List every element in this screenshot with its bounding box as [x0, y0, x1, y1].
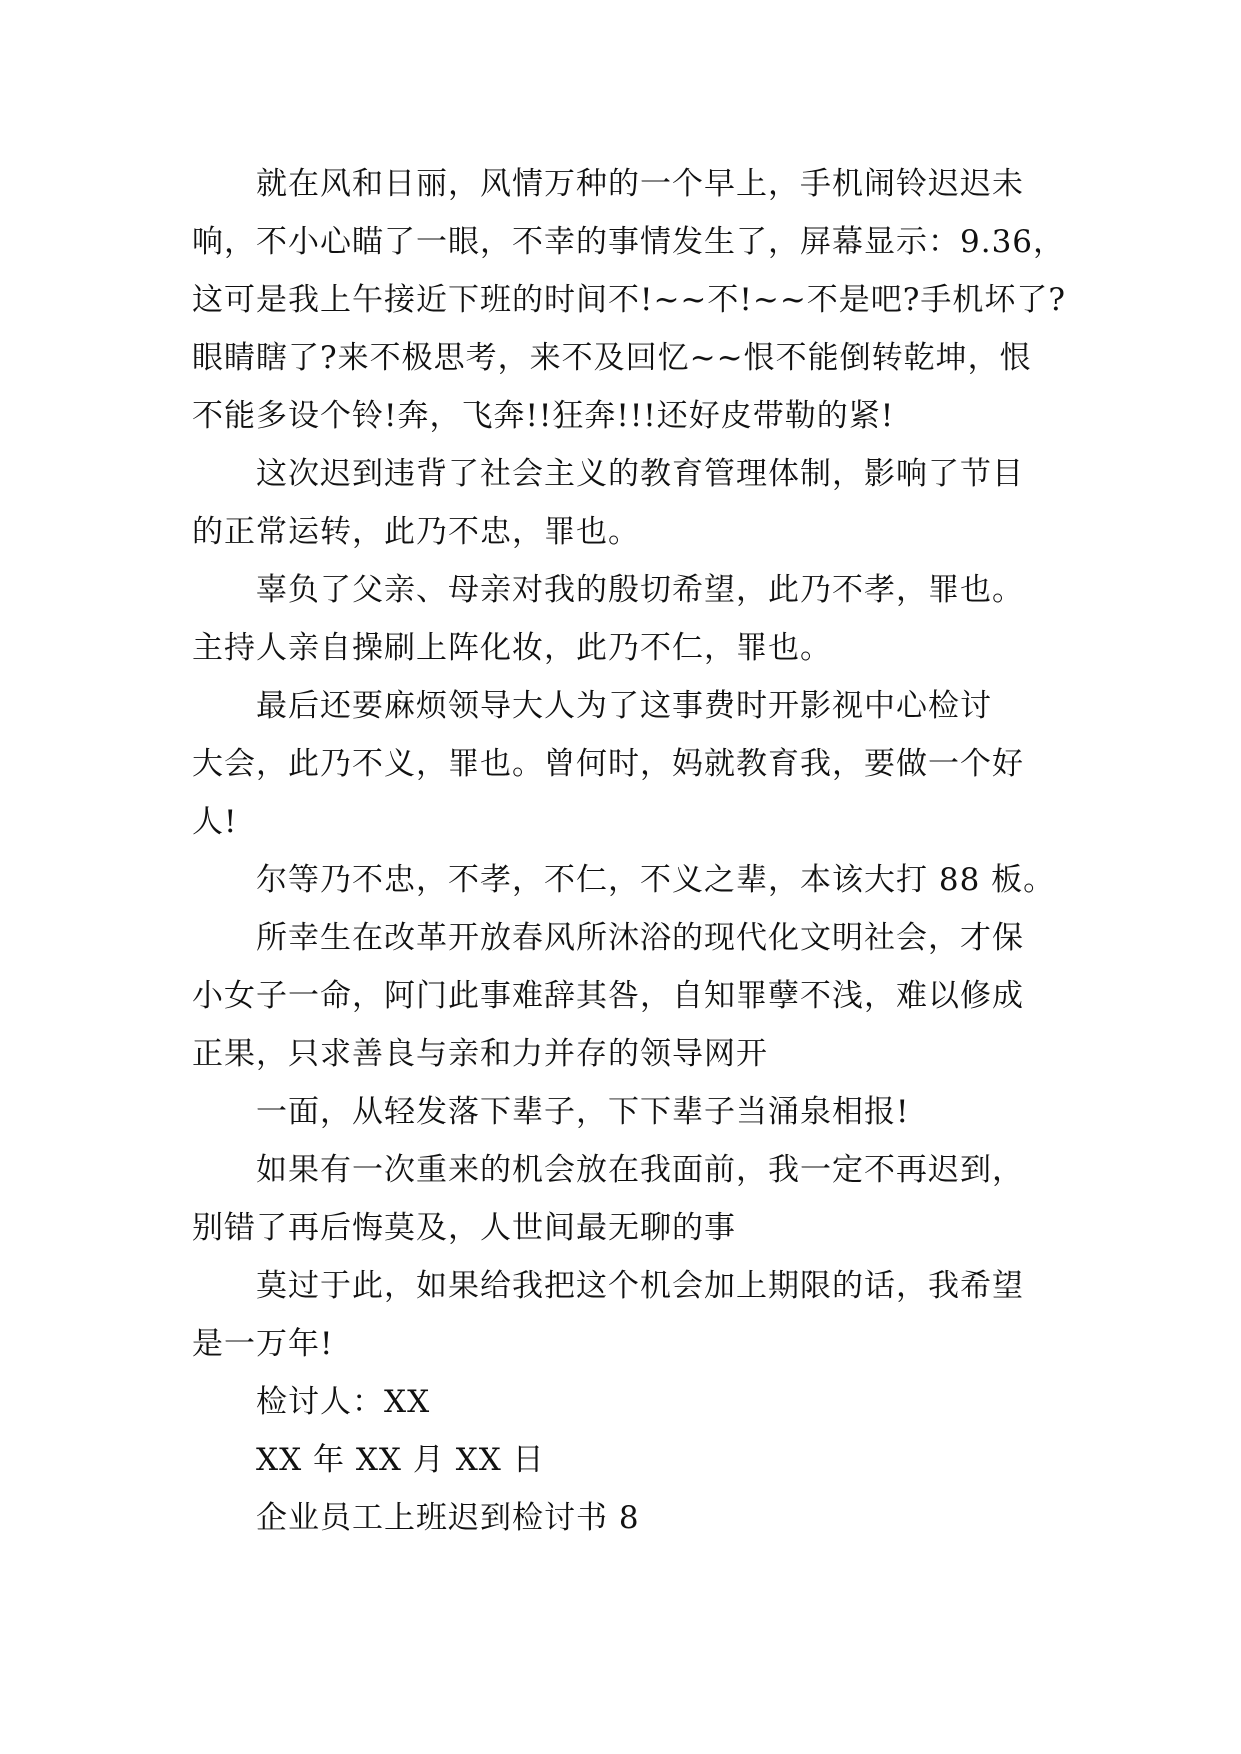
text-line: 最后还要麻烦领导大人为了这事费时开影视中心检讨 [256, 688, 992, 724]
text-line: 的正常运转，此乃不忠，罪也。 [192, 514, 640, 550]
text-line: 主持人亲自操刷上阵化妆，此乃不仁，罪也。 [192, 630, 832, 666]
document-body [192, 155, 1067, 1547]
text-line: 检讨人：XX [256, 1384, 431, 1420]
text-line: 辜负了父亲、母亲对我的殷切希望，此乃不孝，罪也。 [256, 572, 1024, 608]
text-line: 企业员工上班迟到检讨书 8 [256, 1500, 640, 1536]
text-line: 这可是我上午接近下班的时间不!~~不!~~不是吧?手机坏了? [192, 282, 1067, 318]
text-line: 所幸生在改革开放春风所沐浴的现代化文明社会，才保 [256, 920, 1024, 956]
text-line: 一面，从轻发落下辈子，下下辈子当涌泉相报! [256, 1094, 910, 1130]
text-line: 是一万年! [192, 1326, 334, 1362]
text-line: 如果有一次重来的机会放在我面前，我一定不再迟到， [256, 1152, 1024, 1188]
text-line: 小女子一命，阿门此事难辞其咎，自知罪孽不浅，难以修成 [192, 978, 1024, 1014]
text-line: 大会，此乃不义，罪也。曾何时，妈就教育我，要做一个好 [192, 746, 1024, 782]
text-line: 不能多设个铃!奔，飞奔!!狂奔!!!还好皮带勒的紧! [192, 398, 895, 434]
text-line: 尔等乃不忠，不孝，不仁，不义之辈，本该大打 88 板。 [256, 862, 1056, 898]
text-line: 正果，只求善良与亲和力并存的领导网开 [192, 1036, 768, 1072]
text-line: 人! [192, 804, 238, 840]
text-line: 眼睛瞎了?来不极思考，来不及回忆~~恨不能倒转乾坤，恨 [192, 340, 1032, 376]
text-line: 别错了再后悔莫及，人世间最无聊的事 [192, 1210, 736, 1246]
text-line: 莫过于此，如果给我把这个机会加上期限的话，我希望 [256, 1268, 1024, 1304]
text-line: 响，不小心瞄了一眼，不幸的事情发生了，屏幕显示：9.36， [192, 224, 1066, 260]
text-line: 就在风和日丽，风情万种的一个早上，手机闹铃迟迟未 [256, 166, 1024, 202]
text-line: 这次迟到违背了社会主义的教育管理体制，影响了节目 [256, 456, 1024, 492]
text-line: XX 年 XX 月 XX 日 [256, 1442, 545, 1478]
